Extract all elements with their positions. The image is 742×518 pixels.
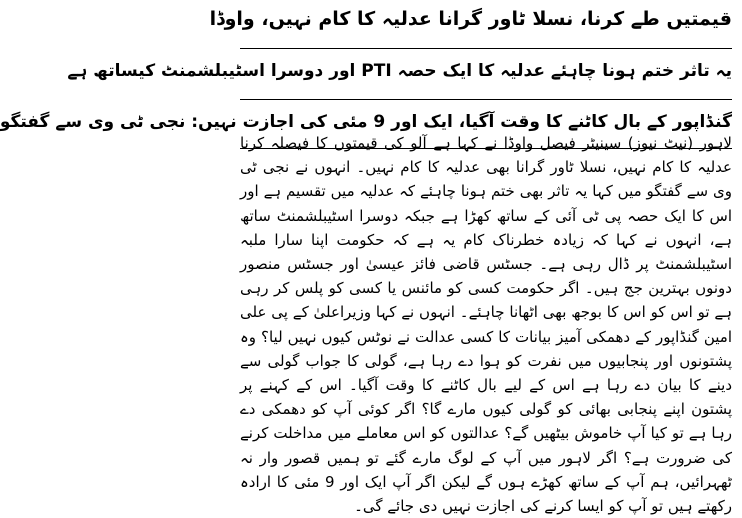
main-headline: قیمتیں طے کرنا، نسلا ٹاور گرانا عدلیہ کا کام نہیں، واوڈا [209,8,732,30]
sub-headline: گنڈاپور کے بال کاٹنے کا وقت آگیا، ایک اور 9 مئی کی اجازت نہیں: نجی ٹی وی سے گفتگو [0,112,732,132]
headline-block [0,0,732,149]
headline-divider [240,48,732,49]
headline-divider [240,99,732,100]
article-body: لاہور (نیٹ نیوز) سینیٹر فیصل واوڈا نے کہا ہے آلو کی قیمتوں کا فیصلہ کرنا عدلیہ کا کام نہیں، نسلا ٹاور گرانا بھی عدلیہ کا کام نہیں۔ انہوں نے نجی ٹی وی سے گفتگو میں کہا یہ تاثر بھی ختم ہونا چاہئے کہ عدلیہ میں تقسیم ہے اور اس کا ایک حصہ پی ٹی آئی کے ساتھ کھڑا ہے جبکہ دوسرا اسٹیبلشمنٹ ساتھ ہے، انہوں نے کہا کہ زیادہ خطرناک کام یہ ہے کہ حکومت اپنا سارا ملبہ اسٹیبلشمنٹ پر ڈال رہی ہے۔ جسٹس قاضی فائز عیسیٰ اور جسٹس منصور دونوں بہترین جج ہیں۔ اگر حکومت کسی کو مائنس یا کسی کو پلس کر رہی ہے تو اس کو اس کا بوجھ بھی اٹھانا چاہئے۔ انہوں نے کہا وزیراعلیٰ کے پی علی امین گنڈاپور کے دھمکی آمیز بیانات کا کسی عدالت نے نوٹس کیوں نہیں لیا؟ وہ پشتونوں اور پنجابیوں میں نفرت کو ہوا دے رہا ہے، گولی کا جواب گولی سے دینے کا بیان دے رہا ہے اس کے لیے بال کاٹنے کا وقت آگیا۔ اس کے کہنے پر پشتون اپنے پنجابی بھائی کو گولی کیوں مارے گا؟ اگر کوئی آپ کو دھمکی دے رہا ہے تو کیا آپ خاموش بیٹھیں گے؟ عدالتوں کو اس معاملے میں مداخلت کرنے کی ضرورت ہے؟ اگر لاہور میں آپ کے لوگ مارے گئے تو ہمیں قصور وار نہ ٹھہرائیں، ہم آپ کے ساتھ کھڑے ہوں گے لیکن اگر آپ ایک اور 9 مئی کا ارادہ رکھتے ہیں تو آپ کو ایسا کرنے کی اجازت نہیں دی جائے گی۔ [240,134,732,516]
sub-headline: یہ تاثر ختم ہونا چاہئے عدلیہ کا ایک حصہ PTI اور دوسرا اسٹیبلشمنٹ کیساتھ ہے [67,61,732,81]
